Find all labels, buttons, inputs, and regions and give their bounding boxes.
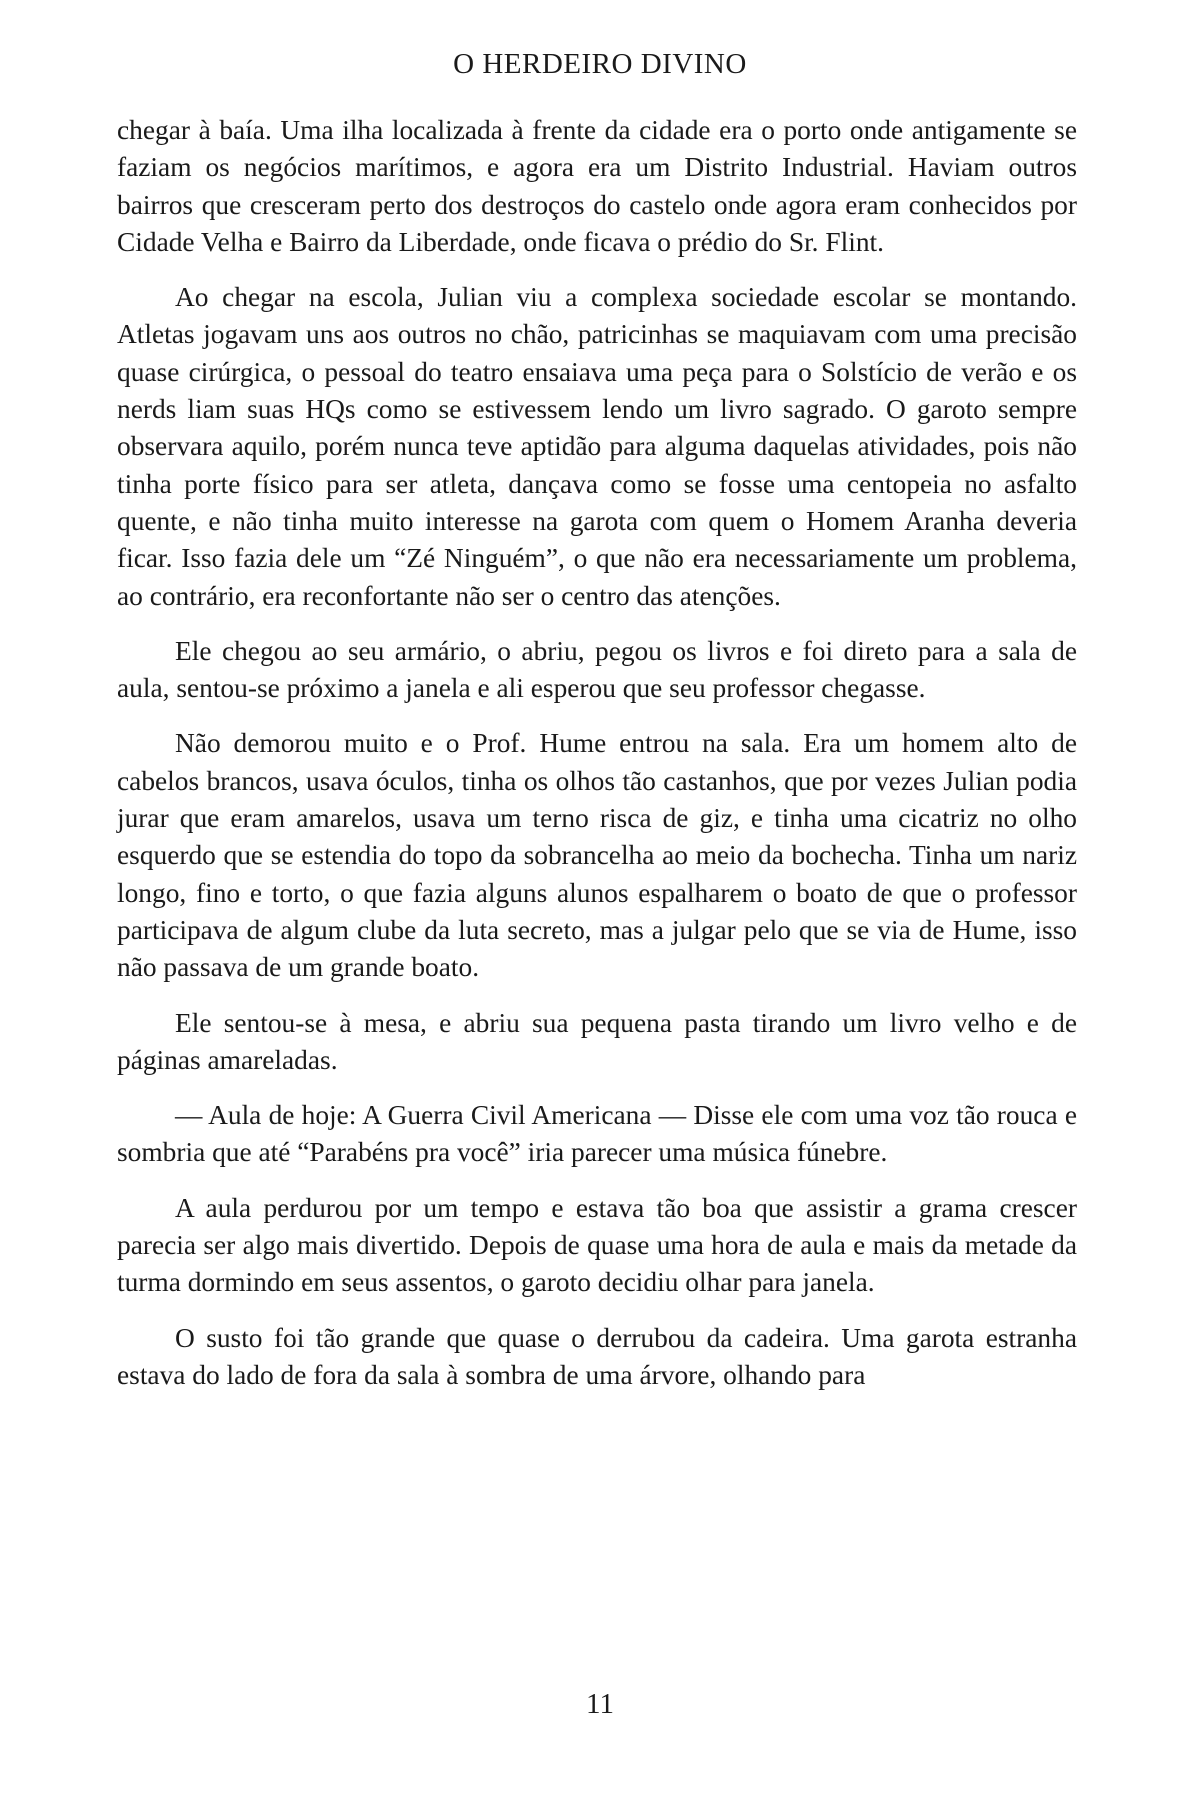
paragraph: A aula perdurou por um tempo e estava tão boa que assistir a grama crescer parecia ser algo mais divertido. Depois de quase uma hora de aula e mais da metade da turma dormindo em seus assentos, o garoto decidiu olhar para janela. xyxy=(117,1192,1077,1298)
paragraph: Ao chegar na escola, Julian viu a complexa sociedade escolar se montando. Atletas jogavam uns aos outros no chão, patricinhas se maquiavam com uma precisão quase cirúrgica, o pessoal do teatro ensaiava uma peça para o Solstício de verão e os nerds liam suas HQs como se estivessem lendo um livro sagrado. O garoto sempre observara aquilo, porém nunca teve aptidão para alguma daquelas atividades, pois não tinha porte físico para ser atleta, dançava como se fosse uma centopeia no asfalto quente, e não tinha muito interesse na garota com quem o Homem Aranha deveria ficar. Isso fazia dele um “Zé Ninguém”, o que não era necessariamente um problema, ao contrário, era reconfortante não ser o centro das atenções. xyxy=(117,282,1077,611)
body-text xyxy=(117,112,1077,1412)
paragraph: chegar à baía. Uma ilha localizada à frente da cidade era o porto onde antigamente se faziam os negócios marítimos, e agora era um Distrito Industrial. Haviam outros bairros que cresceram perto dos destroços do castelo onde agora eram conhecidos por Cidade Velha e Bairro da Liberdade, onde ficava o prédio do Sr. Flint. xyxy=(117,115,1077,257)
paragraph: Ele chegou ao seu armário, o abriu, pegou os livros e foi direto para a sala de aula, sentou-se próximo a janela e ali esperou que seu professor chegasse. xyxy=(117,635,1077,704)
paragraph: Não demorou muito e o Prof. Hume entrou na sala. Era um homem alto de cabelos brancos, usava óculos, tinha os olhos tão castanhos, que por vezes Julian podia jurar que eram amarelos, usava um terno risca de giz, e tinha uma cicatriz no olho esquerdo que se estendia do topo da sobrancelha ao meio da bochecha. Tinha um nariz longo, fino e torto, o que fazia alguns alunos espalharem o boato de que o professor participava de algum clube da luta secreto, mas a julgar pelo que se via de Hume, isso não passava de um grande boato. xyxy=(117,728,1077,983)
paragraph: Ele sentou-se à mesa, e abriu sua pequena pasta tirando um livro velho e de páginas amareladas. xyxy=(117,1007,1077,1075)
paragraph: — Aula de hoje: A Guerra Civil Americana — Disse ele com uma voz tão rouca e sombria que até “Parabéns pra você” iria parecer uma música fúnebre. xyxy=(117,1100,1077,1168)
page-number: 11 xyxy=(586,1688,614,1720)
running-title: O HERDEIRO DIVINO xyxy=(453,48,747,80)
paragraph: O susto foi tão grande que quase o derrubou da cadeira. Uma garota estranha estava do lado de fora da sala à sombra de uma árvore, olhando para xyxy=(117,1322,1077,1390)
